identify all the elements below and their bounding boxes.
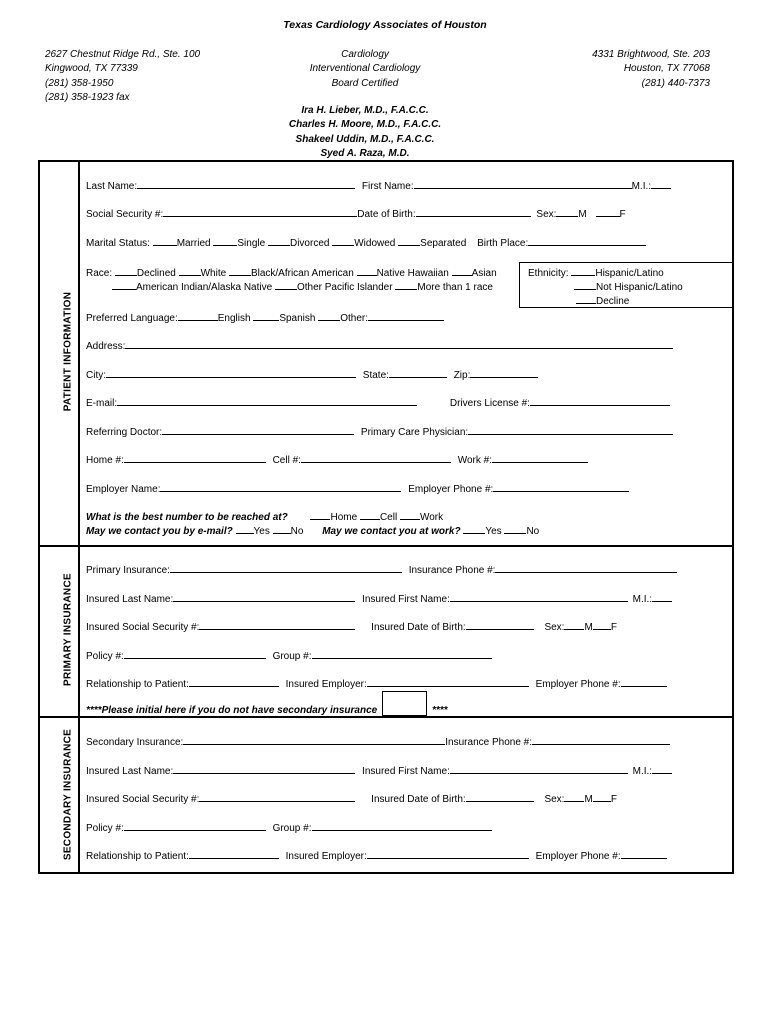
employer-phone-field[interactable] [493,481,629,492]
right-address-line: 4331 Brightwood, Ste. 203 [592,49,710,60]
ethnicity-row-1 [528,265,664,280]
address-field[interactable] [125,338,673,349]
race-more-label: More than 1 race [417,282,493,293]
work-no-blank[interactable] [504,523,526,534]
row-email [86,395,670,410]
row-secondary-insured-name [86,763,672,778]
primary-insured-first-field[interactable] [450,591,628,602]
left-address-line: 2627 Chestnut Ridge Rd., Ste. 100 [45,49,201,60]
section-label-patient: PATIENT INFORMATION [62,291,74,412]
best-cell-label: Cell [379,512,398,523]
secondary-insured-ssn-field[interactable] [199,791,355,802]
birth-place-field[interactable] [528,235,646,246]
ethnicity-decline-label: Decline [596,296,630,307]
row-primary-relationship [86,676,667,691]
state-label: State: [362,370,389,381]
row-primary-insurance [86,562,677,577]
section-divider-vertical [78,160,80,874]
race-declined-blank[interactable] [115,265,137,276]
email-label: E-mail: [86,398,118,409]
cell-phone-label: Cell #: [272,455,301,466]
secondary-policy-label: Policy #: [86,823,124,834]
ethnicity-decline-blank[interactable] [576,293,596,304]
state-field[interactable] [389,367,447,378]
specialty-line: Interventional Cardiology [309,63,421,75]
section-label-secondary: SECONDARY INSURANCE [62,728,74,861]
primary-employer-phone-label: Employer Phone #: [535,679,621,690]
row-phones [86,452,588,467]
best-work-label: Work [419,512,444,523]
secondary-employer-phone-label: Employer Phone #: [535,851,621,862]
secondary-relationship-label: Relationship to Patient: [86,851,189,862]
best-number-question: What is the best number to be reached at? [86,512,288,523]
row-race-1 [86,265,497,280]
ssn-label: Social Security #: [86,209,164,220]
not-hispanic-blank[interactable] [574,279,596,290]
other-language-field[interactable] [368,310,444,321]
race-hawaiian-label: Native Hawaiian [376,268,449,279]
secondary-mi-label: M.I.: [632,766,653,777]
secondary-ins-phone-label: Insurance Phone #: [445,737,533,748]
secondary-insured-last-label: Insured Last Name: [86,766,174,777]
primary-insurance-field[interactable] [170,562,402,573]
referring-label: Referring Doctor: [86,427,163,438]
practice-title: Texas Cardiology Associates of Houston [283,19,487,31]
secondary-sex-m-blank[interactable] [564,791,584,802]
initial-box[interactable] [382,691,427,716]
email-yes-label: Yes [253,526,270,537]
best-home-blank[interactable] [310,509,330,520]
last-name-field[interactable] [137,178,355,189]
initial-note: ****Please initial here if you do not have secondary insurance [86,705,378,716]
secondary-group-field[interactable] [312,820,492,831]
mi-field[interactable] [651,178,671,189]
specialties [250,48,480,91]
zip-field[interactable] [470,367,538,378]
secondary-employer-phone-field[interactable] [621,848,667,859]
primary-group-field[interactable] [312,648,492,659]
hispanic-label: Hispanic/Latino [595,268,664,279]
married-label: Married [176,238,211,249]
race-declined-label: Declined [136,268,176,279]
work-yes-blank[interactable] [463,523,485,534]
last-name-label: Last Name: [86,181,138,192]
separated-label: Separated [420,238,467,249]
marital-label: Marital Status: [86,238,150,249]
separated-blank[interactable] [398,235,420,246]
divorced-label: Divorced [289,238,330,249]
divorced-blank[interactable] [268,235,290,246]
right-address-line: (281) 440-7373 [641,77,710,89]
spanish-blank[interactable] [253,310,279,321]
secondary-insurance-label: Secondary Insurance: [86,737,184,748]
sex-f-blank[interactable] [596,206,620,217]
primary-group-label: Group #: [272,651,312,662]
row-primary-insured-name [86,591,672,606]
ethnicity-row-3 [576,293,629,308]
secondary-ins-phone-field[interactable] [532,734,670,745]
address-label: Address: [86,341,126,352]
primary-sex-m-label: M [584,622,593,633]
referring-field[interactable] [162,424,354,435]
secondary-sex-f-blank[interactable] [593,791,611,802]
doctor-name: Ira H. Lieber, M.D., F.A.C.C. [301,105,429,116]
primary-ins-phone-field[interactable] [495,562,677,573]
email-no-label: No [290,526,304,537]
race-asian-label: Asian [471,268,497,279]
row-secondary-insured-ssn [86,791,617,806]
right-office-address [500,48,710,91]
secondary-ins-employer-label: Insured Employer: [285,851,367,862]
race-white-label: White [200,268,227,279]
license-label: Drivers License #: [449,398,530,409]
pcp-field[interactable] [468,424,673,435]
primary-relationship-label: Relationship to Patient: [86,679,189,690]
doctor-name: Syed A. Raza, M.D. [320,147,410,159]
sex-f-label: F [619,209,626,220]
left-address-line: (281) 358-1923 fax [45,91,130,103]
secondary-ins-employer-field[interactable] [367,848,529,859]
secondary-insured-dob-label: Insured Date of Birth: [371,794,466,805]
best-home-label: Home [330,512,358,523]
best-cell-blank[interactable] [360,509,380,520]
city-label: City: [86,370,106,381]
primary-insured-first-label: Insured First Name: [362,594,450,605]
secondary-policy-field[interactable] [124,820,266,831]
secondary-group-label: Group #: [272,823,312,834]
row-city [86,367,538,382]
primary-insured-dob-field[interactable] [466,619,534,630]
row-employer [86,481,629,496]
row-secondary-insurance [86,734,670,749]
employer-label: Employer Name: [86,484,161,495]
primary-mi-label: M.I.: [632,594,653,605]
secondary-mi-field[interactable] [652,763,672,774]
widowed-label: Widowed [354,238,396,249]
race-black-label: Black/African American [250,268,354,279]
row-secondary-relationship [86,848,667,863]
zip-label: Zip: [453,370,471,381]
secondary-sex-label: Sex: [544,794,565,805]
first-name-field[interactable] [414,178,632,189]
specialty-line: Cardiology [341,49,389,60]
primary-sex-f-blank[interactable] [593,619,611,630]
primary-sex-f-label: F [610,622,617,633]
sex-m-label: M [578,209,587,220]
widowed-blank[interactable] [332,235,354,246]
email-yes-blank[interactable] [236,523,254,534]
dob-label: Date of Birth: [357,209,416,220]
employer-phone-label: Employer Phone #: [408,484,494,495]
specialty-line: Board Certified [331,77,399,89]
row-marital [86,235,646,250]
left-address-line: Kingwood, TX 77339 [45,63,138,75]
single-label: Single [237,238,266,249]
email-no-blank[interactable] [273,523,291,534]
pcp-label: Primary Care Physician: [360,427,469,438]
primary-employer-phone-field[interactable] [621,676,667,687]
row-referring [86,424,673,439]
row-primary-insured-ssn [86,619,617,634]
primary-policy-field[interactable] [124,648,266,659]
race-more-blank[interactable] [395,279,417,290]
birth-place-label: Birth Place: [477,238,529,249]
work-yes-label: Yes [485,526,502,537]
primary-insured-ssn-label: Insured Social Security #: [86,622,200,633]
email-field[interactable] [117,395,417,406]
row-address [86,338,673,353]
city-field[interactable] [106,367,356,378]
section-divider [38,545,734,547]
secondary-insured-last-field[interactable] [173,763,355,774]
row-primary-policy [86,648,492,663]
row-initial-note [86,704,377,717]
left-office-address [45,48,200,105]
married-blank[interactable] [153,235,177,246]
secondary-relationship-field[interactable] [189,848,279,859]
language-label: Preferred Language: [86,313,178,324]
primary-sex-label: Sex: [544,622,565,633]
work-no-label: No [526,526,540,537]
left-address-line: (281) 358-1950 [45,77,114,89]
doctor-list [0,104,730,161]
sex-label: Sex: [536,209,557,220]
initial-note-tail: **** [432,705,448,716]
row-language [86,310,444,325]
english-label: English [217,313,251,324]
license-field[interactable] [530,395,670,406]
secondary-sex-f-label: F [610,794,617,805]
spanish-label: Spanish [279,313,316,324]
ethnicity-label: Ethnicity: [528,268,569,279]
primary-insurance-label: Primary Insurance: [86,565,170,576]
secondary-insured-first-field[interactable] [450,763,628,774]
race-asian-blank[interactable] [452,265,472,276]
work-consent-question: May we contact you at work? [322,526,461,537]
row-secondary-policy [86,820,492,835]
ethnicity-row-2 [574,279,683,294]
cell-phone-field[interactable] [301,452,451,463]
primary-relationship-field[interactable] [189,676,279,687]
primary-mi-field[interactable] [652,591,672,602]
section-label-primary: PRIMARY INSURANCE [62,573,74,686]
primary-ins-employer-label: Insured Employer: [285,679,367,690]
primary-ins-phone-label: Insurance Phone #: [408,565,496,576]
row-race-2 [112,279,493,294]
single-blank[interactable] [213,235,237,246]
dob-field[interactable] [416,206,531,217]
row-contact-consent [86,523,539,538]
mi-label: M.I.: [631,181,652,192]
secondary-insured-first-label: Insured First Name: [362,766,450,777]
row-name [86,178,671,193]
row-best-number [86,509,443,524]
home-phone-label: Home #: [86,455,124,466]
ssn-field[interactable] [163,206,357,217]
best-work-blank[interactable] [400,509,420,520]
email-consent-question: May we contact you by e-mail? [86,526,233,537]
primary-sex-m-blank[interactable] [564,619,584,630]
race-pacific-label: Other Pacific Islander [296,282,393,293]
primary-insured-dob-label: Insured Date of Birth: [371,622,466,633]
secondary-sex-m-label: M [584,794,593,805]
primary-insured-ssn-field[interactable] [199,619,355,630]
right-address-line: Houston, TX 77068 [623,63,710,75]
secondary-insured-dob-field[interactable] [466,791,534,802]
race-hawaiian-blank[interactable] [357,265,377,276]
employer-field[interactable] [160,481,401,492]
other-language-label: Other: [340,313,369,324]
hispanic-blank[interactable] [571,265,595,276]
secondary-insurance-field[interactable] [183,734,445,745]
race-indian-label: American Indian/Alaska Native [136,282,273,293]
other-language-blank[interactable] [318,310,340,321]
primary-insured-last-field[interactable] [173,591,355,602]
doctor-name: Charles H. Moore, M.D., F.A.C.C. [288,119,442,131]
race-white-blank[interactable] [179,265,201,276]
doctor-name: Shakeel Uddin, M.D., F.A.C.C. [295,133,435,145]
not-hispanic-label: Not Hispanic/Latino [596,282,683,293]
sex-m-blank[interactable] [556,206,578,217]
row-ssn [86,206,626,221]
english-blank[interactable] [178,310,218,321]
race-indian-blank[interactable] [112,279,136,290]
primary-insured-last-label: Insured Last Name: [86,594,174,605]
secondary-insured-ssn-label: Insured Social Security #: [86,794,200,805]
race-label: Race: [86,268,113,279]
home-phone-field[interactable] [124,452,266,463]
race-pacific-blank[interactable] [275,279,297,290]
race-black-blank[interactable] [229,265,251,276]
primary-ins-employer-field[interactable] [367,676,529,687]
work-phone-field[interactable] [492,452,588,463]
primary-policy-label: Policy #: [86,651,124,662]
first-name-label: First Name: [361,181,414,192]
work-phone-label: Work #: [457,455,492,466]
